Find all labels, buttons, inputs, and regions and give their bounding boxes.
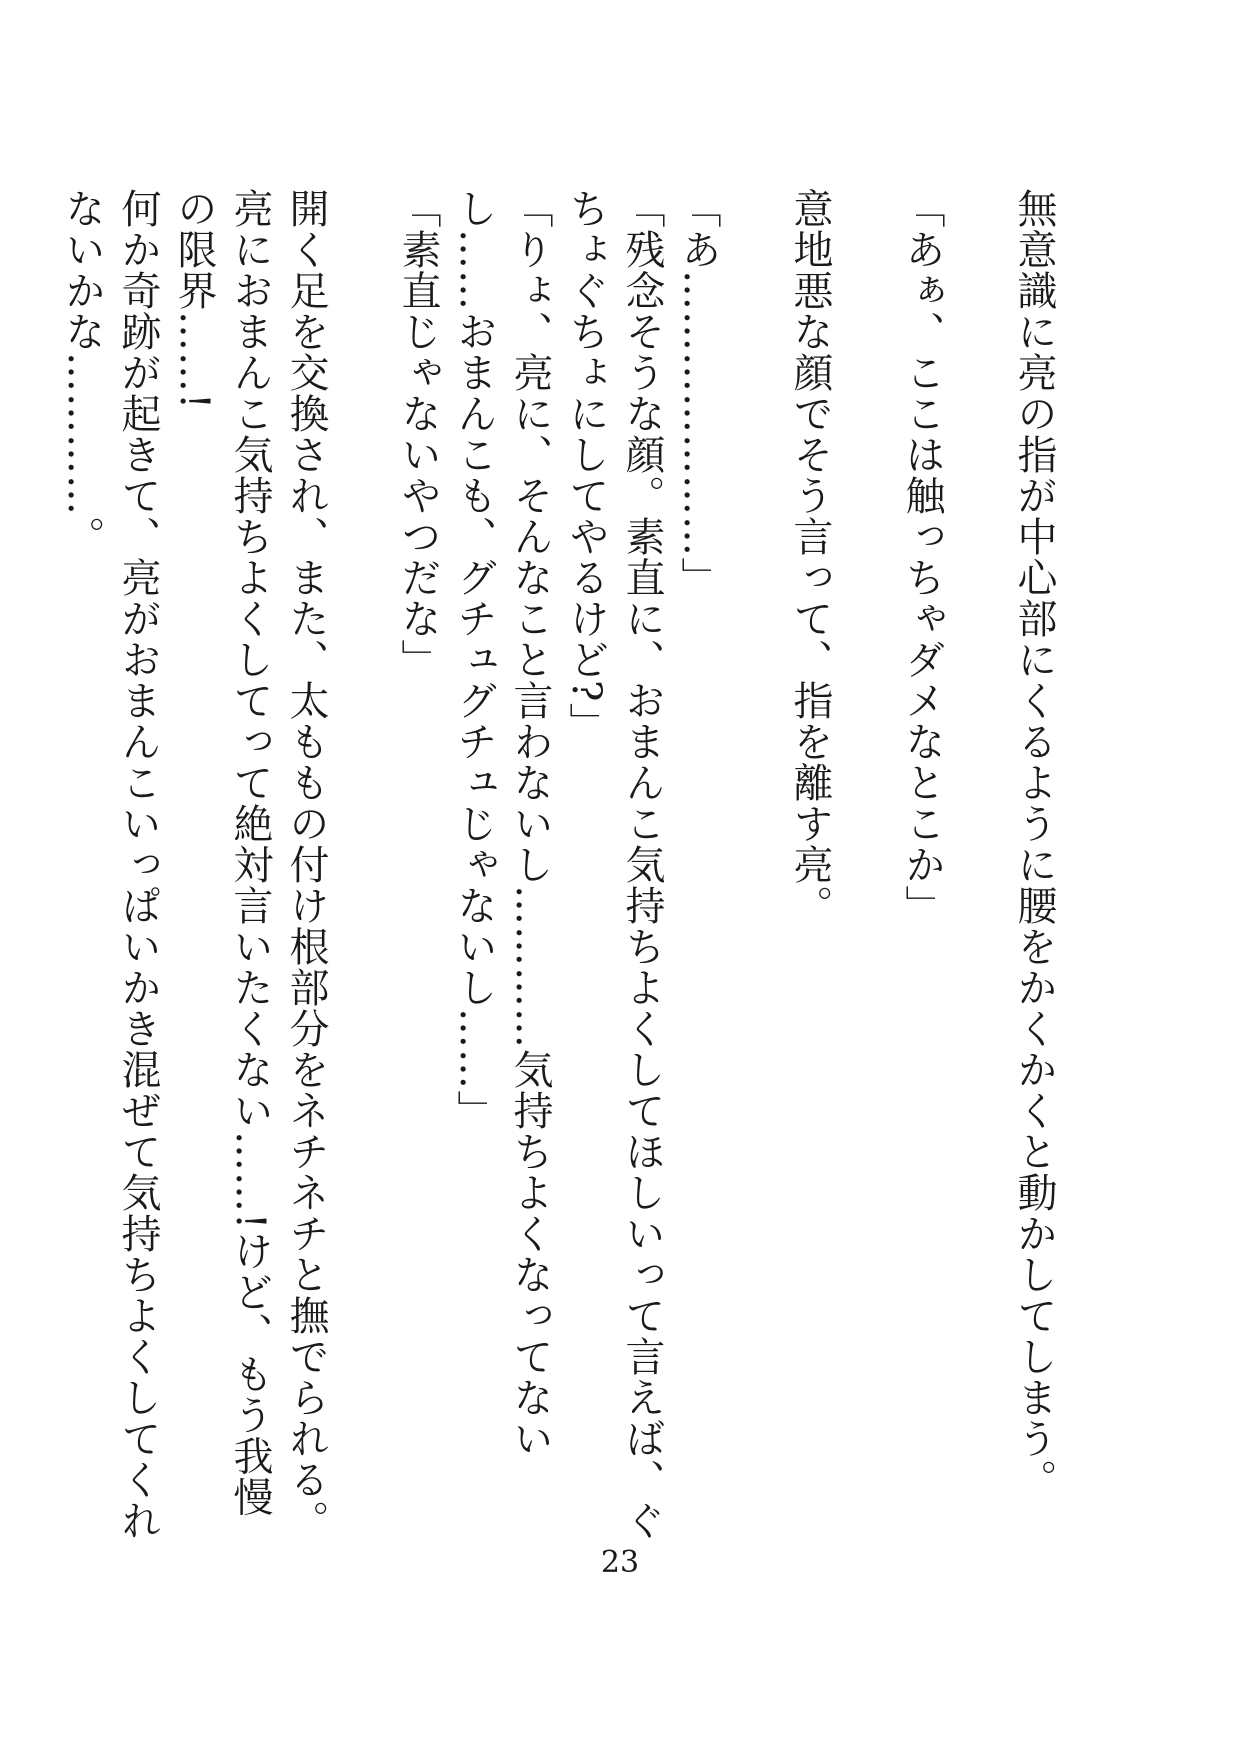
- page-number: 23: [600, 1545, 640, 1580]
- dialogue-line: 「あぁ、ここは触っちゃダメなとこか」: [899, 188, 945, 926]
- narration-line: 何か奇跡が起きて、亮がおまんこいっぱいかき混ぜて気持ちよくしてくれないかな…………。: [59, 188, 161, 1541]
- dialogue-line: 「残念そうな顔。素直に、おまんこ気持ちよくしてほしいって言えば、ぐちょぐちょにしてやるけど?」: [563, 188, 665, 1541]
- dialogue-line: 「あ…………………」: [675, 188, 721, 598]
- vertical-text-body: [54, 188, 1062, 1558]
- dialogue-line: 「素直じゃないやつだな」: [395, 188, 441, 680]
- dialogue-line: 「りょ、亮に、そんなこと言わないし…………気持ちよくなってないし……おまんこも、グチュグチュじゃないし……」: [451, 188, 553, 1459]
- narration-line: 意地悪な顔でそう言って、指を離す亮。: [787, 188, 833, 926]
- narration-line: 亮におまんこ気持ちよくしてって絶対言いたくない……!けど、もう我慢の限界……!: [171, 188, 273, 1518]
- narration-line: 開く足を交換され、また、太ももの付け根部分をネチネチと撫でられる。: [283, 188, 329, 1541]
- narration-line: 無意識に亮の指が中心部にくるように腰をかくかくと動かしてしまう。: [1011, 188, 1057, 1500]
